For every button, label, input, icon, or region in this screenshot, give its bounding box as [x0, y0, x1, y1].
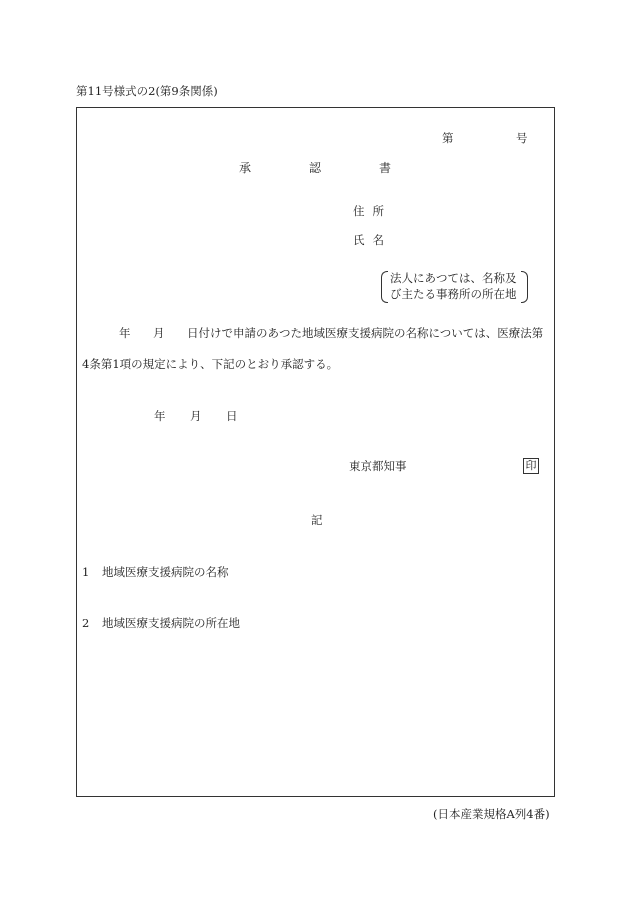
corporation-note — [381, 270, 528, 304]
date-day-label: 日 — [226, 409, 238, 423]
ki-heading: 記 — [311, 513, 323, 527]
issue-date — [154, 411, 238, 423]
body-text-line-1 — [119, 328, 543, 340]
seal-box: 印 — [523, 458, 539, 474]
title-char-2: 認 — [309, 161, 322, 175]
form-number-label: 第11号様式の2(第9条関係) — [76, 84, 218, 98]
item-text: 地域医療支援病院の名称 — [102, 565, 229, 579]
left-bracket — [381, 271, 388, 303]
document-number-suffix: 号 — [516, 131, 528, 145]
name-label: 氏名 — [353, 233, 392, 247]
title-char-3: 書 — [379, 161, 392, 175]
item-number: 2 — [82, 616, 90, 630]
date-month-label: 月 — [190, 409, 202, 423]
corporation-note-line-1: 法人にあつては、名称及 — [390, 271, 517, 285]
right-bracket — [521, 271, 528, 303]
item-number: 1 — [82, 565, 90, 579]
document-title — [239, 162, 391, 174]
body-year-label: 年 — [119, 326, 131, 340]
body-text-line-2: 4条第1項の規定により、下記のとおり承認する。 — [82, 357, 339, 371]
body-line-1-text: 日付けで申請のあつた地域医療支援病院の名称については、医療法第 — [187, 326, 544, 340]
title-char-1: 承 — [239, 161, 252, 175]
form-frame — [76, 107, 555, 797]
corporation-note-line-2: び主たる事務所の所在地 — [390, 287, 517, 301]
paper-size-note: (日本産業規格A列4番) — [433, 807, 550, 821]
signer-title: 東京都知事 — [349, 459, 407, 473]
date-year-label: 年 — [154, 409, 166, 423]
document-number-prefix: 第 — [442, 131, 454, 145]
list-item — [82, 567, 229, 579]
item-text: 地域医療支援病院の所在地 — [102, 616, 240, 630]
body-month-label: 月 — [153, 326, 165, 340]
address-label: 住所 — [353, 204, 392, 218]
list-item — [82, 618, 240, 630]
